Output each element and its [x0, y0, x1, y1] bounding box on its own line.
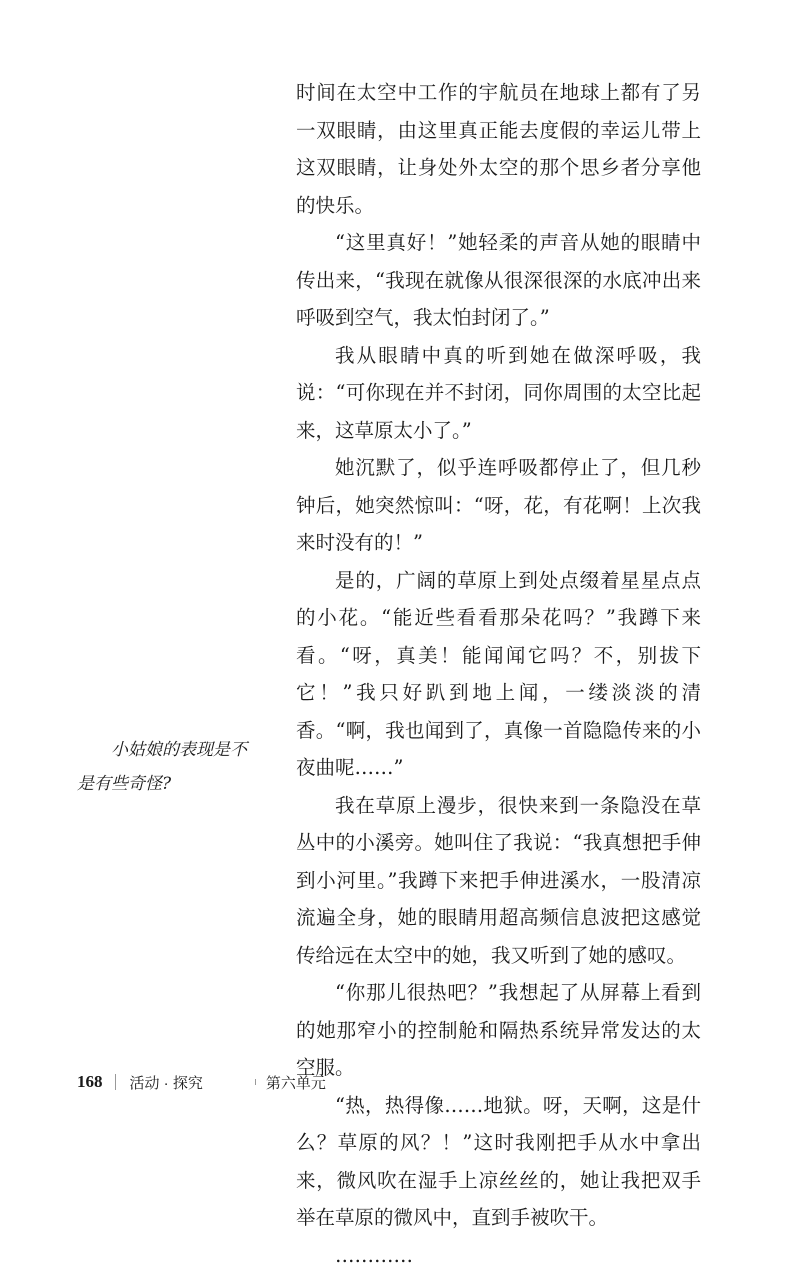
footer-divider	[255, 1079, 256, 1085]
page-number: 168	[77, 1072, 103, 1092]
paragraph: “你那儿很热吧？”我想起了从屏幕上看到的她那窄小的控制舱和隔热系统异常发达的太空服。	[296, 974, 701, 1087]
paragraph: 时间在太空中工作的宇航员在地球上都有了另一双眼睛，由这里真正能去度假的幸运儿带上这双眼睛，让身处外太空的那个思乡者分享他的快乐。	[296, 74, 701, 224]
page-footer	[77, 1070, 326, 1094]
paragraph: 我在草原上漫步，很快来到一条隐没在草丛中的小溪旁。她叫住了我说：“我真想把手伸到小河里。”我蹲下来把手伸进溪水，一股清凉流遍全身，她的眼睛用超高频信息波把这感觉传给远在太空中的她，我又听到了她的感叹。	[296, 787, 701, 975]
footer-unit: 第六单元	[266, 1072, 326, 1093]
paragraph: 是的，广阔的草原上到处点缀着星星点点的小花。“能近些看看那朵花吗？”我蹲下来看。“呀，真美！能闻闻它吗？不，别拔下它！”我只好趴到地上闻，一缕淡淡的清香。“啊，我也闻到了，真像一首隐隐传来的小夜曲呢……”	[296, 562, 701, 787]
paragraph: 她沉默了，似乎连呼吸都停止了，但几秒钟后，她突然惊叫：“呀，花，有花啊！上次我来时没有的！”	[296, 449, 701, 562]
footer-section: 活动 · 探究	[130, 1072, 203, 1093]
article-body	[296, 74, 701, 1274]
paragraph: “热，热得像……地狱。呀，天啊，这是什么？草原的风？！”这时我刚把手从水中拿出来，微风吹在湿手上凉丝丝的，她让我把双手举在草原的微风中，直到手被吹干。	[296, 1087, 701, 1237]
margin-note-text: 小姑娘的表现是不是有些奇怪?	[77, 733, 257, 801]
margin-note	[77, 733, 257, 801]
footer-divider	[115, 1074, 116, 1090]
paragraph-ellipsis: …………	[296, 1237, 701, 1274]
paragraph: “这里真好！”她轻柔的声音从她的眼睛中传出来，“我现在就像从很深很深的水底冲出来呼吸到空气，我太怕封闭了。”	[296, 224, 701, 337]
paragraph: 我从眼睛中真的听到她在做深呼吸，我说：“可你现在并不封闭，同你周围的太空比起来，这草原太小了。”	[296, 337, 701, 450]
